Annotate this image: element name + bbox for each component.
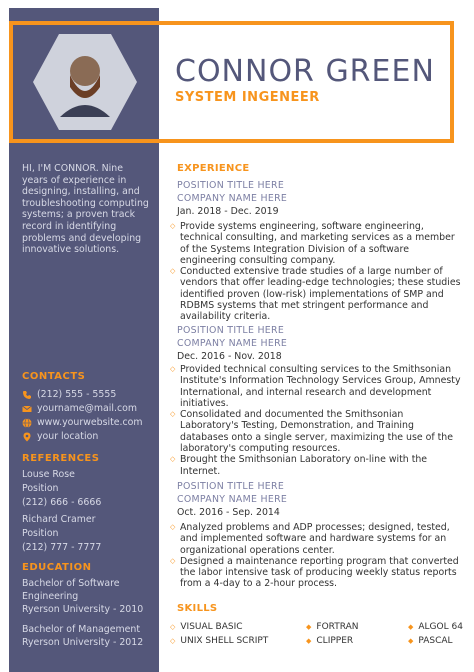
- contact-phone-text: (212) 555 - 5555: [37, 389, 117, 400]
- reference-2-name: Richard Cramer: [22, 514, 96, 525]
- education-1-degree: Bachelor of Software: [22, 578, 120, 589]
- skill-item: ◆ CLIPPER: [306, 636, 354, 646]
- references-heading: REFERENCES: [22, 453, 100, 464]
- experience-heading: EXPERIENCE: [177, 163, 250, 174]
- education-2-degree: Bachelor of Management: [22, 624, 140, 635]
- skill-item: ◆ ALGOL 64: [408, 622, 463, 632]
- contact-phone: [22, 389, 116, 400]
- job-role: SYSTEM INGENEER: [175, 90, 320, 105]
- list-item: ◇ Brought the Smithsonian Laboratory on-line with the Internet.: [170, 454, 428, 477]
- email-icon: [22, 404, 32, 414]
- job-1-bullets: [170, 221, 462, 323]
- contact-email[interactable]: [22, 403, 137, 414]
- reference-1-position: Position: [22, 483, 59, 494]
- contact-email-text: yourname@mail.com: [37, 403, 137, 414]
- list-item: ◇ Provide systems engineering, software engineering, technical consulting, and marketing services as a member of the Systems Integration Division of a software engineering consulting company.: [170, 221, 455, 266]
- job-2-dates: Dec. 2016 - Nov. 2018: [177, 351, 282, 362]
- education-2-school: Ryerson University - 2012: [22, 637, 144, 648]
- job-3-company: COMPANY NAME HERE: [177, 494, 288, 505]
- skill-item: ◇ VISUAL BASIC: [170, 622, 243, 632]
- list-item: ◇ Designed a maintenance reporting program that converted the labor intensive task of producing weekly status reports from a 4-day to a 2-hour process.: [170, 555, 459, 590]
- job-1-dates: Jan. 2018 - Dec. 2019: [177, 206, 279, 217]
- skill-item: ◇ UNIX SHELL SCRIPT: [170, 636, 269, 646]
- phone-icon: [22, 390, 32, 400]
- job-1-company: COMPANY NAME HERE: [177, 193, 288, 204]
- job-3-bullets: [170, 522, 462, 590]
- list-item: ◇ Conducted extensive trade studies of a large number of vendors that offer leading-edge technologies; these studies identified proven (low-risk) implementations of SMP and RDBMS systems that met stringent performance and availability criteria.: [170, 266, 461, 323]
- avatar-icon: [55, 47, 115, 117]
- intro-text: HI, I'M CONNOR. Nine years of experience in designing, installing, and troubleshooting computing systems; a proven track record in identifying problems and developing innovative solutions.: [22, 163, 149, 256]
- person-name: CONNOR GREEN: [175, 54, 435, 89]
- education-heading: EDUCATION: [22, 562, 92, 573]
- list-item: ◇ Consolidated and documented the Smithsonian Laboratory's Testing, Demonstration, and Training databases onto a single server, maximizing the use of the laboratory's computing resources.: [170, 409, 454, 455]
- globe-icon: [22, 418, 32, 428]
- contact-location: [22, 431, 98, 442]
- job-2-bullets: [170, 364, 462, 477]
- skills-heading: SKILLS: [177, 603, 218, 614]
- contact-website[interactable]: [22, 417, 143, 428]
- job-3-title: POSITION TITLE HERE: [177, 481, 285, 492]
- skill-item: ◆ PASCAL: [408, 636, 453, 646]
- contact-location-text: your location: [37, 431, 99, 442]
- skill-item: ◆ FORTRAN: [306, 622, 359, 632]
- reference-2-position: Position: [22, 528, 59, 539]
- job-2-company: COMPANY NAME HERE: [177, 338, 288, 349]
- contact-website-text: www.yourwebsite.com: [37, 417, 143, 428]
- job-3-dates: Oct. 2016 - Sep. 2014: [177, 507, 280, 518]
- list-item: ◇ Analyzed problems and ADP processes; designed, tested, and implemented software and hardware systems for an organizational operations center.: [170, 522, 450, 556]
- reference-1-name: Louse Rose: [22, 469, 75, 480]
- education-1-field: Engineering: [22, 591, 79, 602]
- location-icon: [22, 432, 32, 442]
- reference-2-phone: (212) 777 - 7777: [22, 542, 102, 553]
- education-1-school: Ryerson University - 2010: [22, 604, 144, 615]
- reference-1-phone: (212) 666 - 6666: [22, 497, 102, 508]
- job-1-title: POSITION TITLE HERE: [177, 180, 285, 191]
- contacts-heading: CONTACTS: [22, 371, 86, 382]
- job-2-title: POSITION TITLE HERE: [177, 325, 285, 336]
- list-item: ◇ Provided technical consulting services to the Smithsonian Institute's Information Technology Services Group, Amnesty International, and internal research and development initiatives.: [170, 364, 461, 409]
